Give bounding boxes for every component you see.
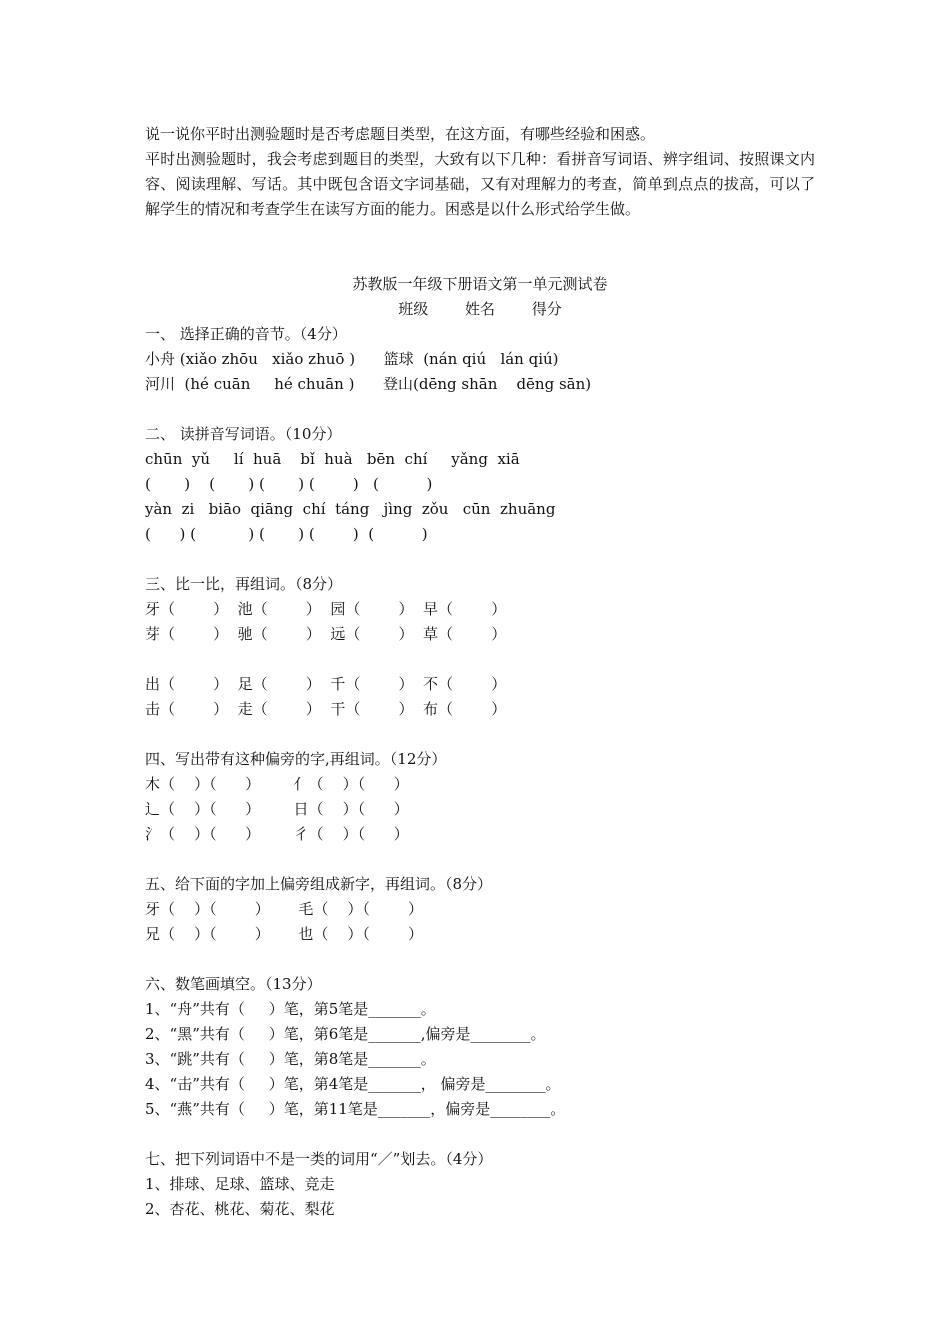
- section-heading: 四、写出带有这种偏旁的字,再组词。（12分）: [145, 750, 447, 768]
- question-line: 牙（ ）（ ） 毛（ ）（ ）: [145, 900, 424, 918]
- exam-section: [145, 872, 815, 947]
- section-heading: 七、把下列词语中不是一类的词用“／”划去。（4分）: [145, 1150, 493, 1168]
- question-line: 河川 (hé cuān hé chuān ) 登山(dēng shān dēng sān): [145, 375, 592, 393]
- intro-question: 说一说你平时出测验题时是否考虑题目类型，在这方面，有哪些经验和困惑。: [145, 125, 656, 143]
- question-line: ( ) ( ) ( ) ( ) ( ): [145, 525, 428, 543]
- question-line: 芽（ ） 驰（ ） 远（ ） 草（ ）: [145, 625, 507, 643]
- exam-title: 苏教版一年级下册语文第一单元测试卷: [352, 275, 608, 293]
- exam-section: [145, 322, 815, 397]
- exam-sections: [145, 322, 815, 1222]
- exam-meta: [145, 297, 815, 322]
- question-line: 氵（ ）（ ） 彳（ ）（ ）: [145, 825, 409, 843]
- question-line: chūn yǔ lí huā bǐ huà bēn chí yǎng xiā: [145, 450, 520, 468]
- section-heading: 三、比一比，再组词。（8分）: [145, 575, 343, 593]
- section-heading: 六、数笔画填空。（13分）: [145, 975, 322, 993]
- question-line: ( ) ( ) ( ) ( ) ( ): [145, 475, 433, 493]
- section-heading: 二、 读拼音写词语。（10分）: [145, 425, 342, 443]
- question-line: 5、“燕”共有（ ）笔，第11笔是_______，偏旁是________。: [145, 1100, 566, 1118]
- question-line: 兄（ ）（ ） 也（ ）（ ）: [145, 925, 424, 943]
- question-line: [145, 647, 815, 672]
- question-line: 出（ ） 足（ ） 千（ ） 不（ ）: [145, 675, 507, 693]
- question-line: 1、“舟”共有（ ）笔，第5笔是_______。: [145, 1000, 436, 1018]
- question-line: yàn zi biāo qiāng chí táng jìng zǒu cūn zhuāng: [145, 500, 556, 518]
- name-label: 姓名: [464, 300, 495, 318]
- question-line: 2、“黑”共有（ ）笔，第6笔是_______,偏旁是________。: [145, 1025, 546, 1043]
- question-line: 3、“跳”共有（ ）笔，第8笔是_______。: [145, 1050, 436, 1068]
- question-line: 4、“击”共有（ ）笔，第4笔是_______， 偏旁是________。: [145, 1075, 561, 1093]
- class-label: 班级: [398, 300, 429, 318]
- question-line: 小舟 (xiǎo zhōu xiǎo zhuō ) 篮球 (nán qiú lán qiú): [145, 350, 559, 368]
- question-line: 辶（ ）（ ） 日（ ）（ ）: [145, 800, 409, 818]
- intro-block: [145, 122, 815, 222]
- question-line: 1、排球、足球、篮球、竞走: [145, 1175, 335, 1193]
- exam-section: [145, 1147, 815, 1222]
- score-label: 得分: [531, 300, 562, 318]
- question-line: 牙（ ） 池（ ） 园（ ） 早（ ）: [145, 600, 507, 618]
- section-heading: 一、 选择正确的音节。（4分）: [145, 325, 347, 343]
- question-line: 击（ ） 走（ ） 干（ ） 布（ ）: [145, 700, 507, 718]
- question-line: 2、杏花、桃花、菊花、梨花: [145, 1200, 335, 1218]
- exam-section: [145, 972, 815, 1122]
- exam-section: [145, 422, 815, 547]
- section-heading: 五、给下面的字加上偏旁组成新字，再组词。（8分）: [145, 875, 493, 893]
- exam-section: [145, 747, 815, 847]
- exam-section: [145, 572, 815, 722]
- question-line: 木（ ）（ ） 亻（ ）（ ）: [145, 775, 409, 793]
- document-page: [145, 122, 815, 1222]
- intro-answer: 平时出测验题时，我会考虑到题目的类型，大致有以下几种：看拼音写词语、辨字组词、按照课文内容、阅读理解、写话。其中既包含语文字词基础，又有对理解力的考查，简单到点点的拔高，可以了解学生的情况和考查学生在读写方面的能力。困惑是以什么形式给学生做。: [145, 150, 815, 218]
